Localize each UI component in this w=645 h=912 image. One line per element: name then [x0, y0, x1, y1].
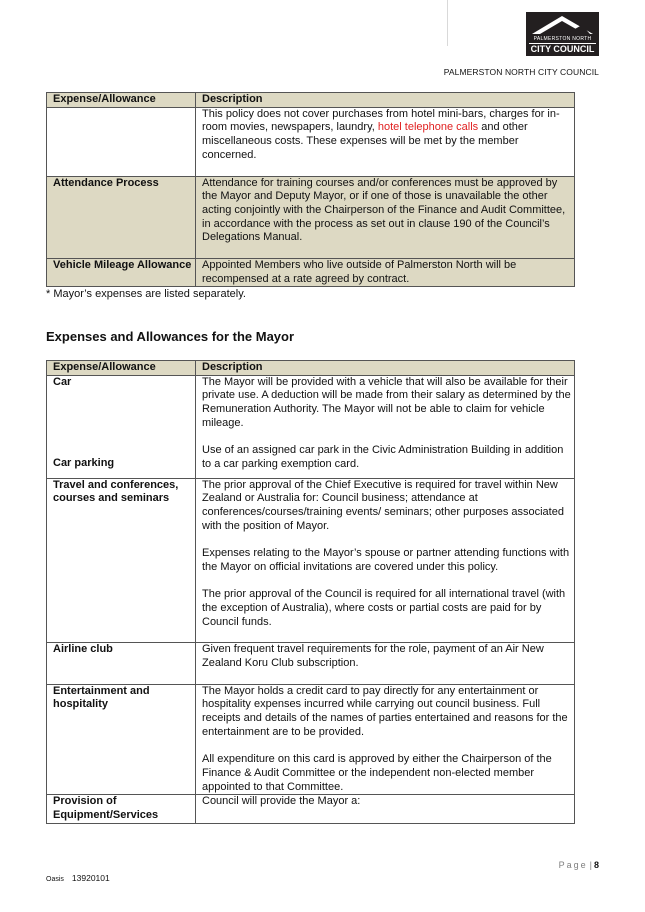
row-description: [196, 375, 575, 478]
highlighted-text: hotel telephone calls: [377, 121, 479, 134]
page-separator: |: [589, 860, 592, 870]
row-description: Council will provide the Mayor a:: [196, 795, 575, 823]
paragraph: All expenditure on this card is approved by either the Chairperson of the Finance & Audit Committee or the independent non-elected member appointed to that Committee.: [202, 753, 552, 793]
column-header-description: Description: [196, 93, 575, 108]
org-name: PALMERSTON NORTH CITY COUNCIL: [443, 67, 599, 77]
section-heading: Expenses and Allowances for the Mayor: [46, 329, 295, 344]
row-description: Given frequent travel requirements for the role, payment of an Air New Zealand Koru Club subscription.: [196, 643, 575, 684]
row-label: Provision of Equipment/Services: [47, 795, 196, 823]
table-header-row: [47, 361, 575, 376]
row-description: Appointed Members who live outside of Palmerston North will be recompensed at a rate agreed by contract.: [196, 259, 575, 287]
column-header-expense: Expense/Allowance: [47, 93, 196, 108]
paragraph: The Mayor holds a credit card to pay directly for any entertainment or hospitality expenses incurred while carrying out council business. Full receipts and details of the names of parties entertained and reasons for the entertainment are to be provided.: [202, 684, 568, 738]
paragraph: Use of an assigned car park in the Civic Administration Building in addition to a car parking exemption card.: [202, 444, 564, 470]
row-label: Travel and conferences, courses and seminars: [47, 478, 196, 643]
row-description: [196, 107, 575, 176]
table-row: [47, 478, 575, 643]
row-description: [196, 684, 575, 795]
label-car: Car: [53, 375, 72, 388]
row-description: [196, 478, 575, 643]
page-number-footer: [559, 860, 599, 870]
row-label: [47, 375, 196, 478]
row-label: Vehicle Mileage Allowance: [47, 259, 196, 287]
council-logo: [526, 12, 599, 56]
table-row: [47, 259, 575, 287]
row-label: Airline club: [47, 643, 196, 684]
logo-mark-icon: [526, 12, 599, 36]
footnote: * Mayor’s expenses are listed separately.: [46, 288, 246, 300]
table-row: [47, 795, 575, 823]
paragraph: The prior approval of the Council is required for all international travel (with the exception of Australia), where costs or partial costs are paid for by Council funds.: [202, 588, 566, 628]
text-segment: and other miscellaneous costs. These expenses will be met by the member concerned.: [202, 121, 528, 161]
table-row: [47, 107, 575, 176]
row-description: Attendance for training courses and/or conferences must be approved by the Mayor and Deputy Mayor, or if one of those is unavailable the other acting conjointly with the Chairperson of the Finance and Audit Committee, in accordance with the process as set out in clause 190 of the Council’s Delegations Manual.: [196, 176, 575, 259]
mayor-expenses-table: [46, 360, 575, 824]
table-row: [47, 643, 575, 684]
logo-small-text: PALMERSTON NORTH: [533, 36, 592, 42]
logo-big-text: CITY COUNCIL: [530, 44, 595, 54]
table-row: [47, 375, 575, 478]
row-label: Attendance Process: [47, 176, 196, 259]
policy-table: [46, 92, 575, 287]
label-car-parking: Car parking: [53, 457, 115, 470]
table-header-row: [47, 93, 575, 108]
row-label-empty: [47, 107, 196, 176]
document-reference: [46, 873, 110, 883]
paragraph: Expenses relating to the Mayor’s spouse or partner attending functions with the Mayor on official invitations are covered under this policy.: [202, 547, 570, 573]
text-segment: This policy does not cover purchases from hotel mini-bars, charges for in-room movies, newspapers, laundry,: [202, 107, 560, 134]
table-row: [47, 176, 575, 259]
page-word: Page: [558, 860, 588, 870]
doc-system: Oasis: [46, 876, 64, 883]
column-header-description: Description: [196, 361, 575, 376]
paragraph: The prior approval of the Chief Executive is required for travel within New Zealand or Australia for: Council business; attendance at conferences/courses/training events/ seminars; other purposes associated with the position of Mayor.: [202, 478, 564, 532]
table-row: [47, 684, 575, 795]
page-number: 8: [593, 860, 599, 870]
paragraph: The Mayor will be provided with a vehicle that will also be available for their private use. A deduction will be made from their salary as determined by the Remuneration Authority. The Mayor will not be able to claim for vehicle mileage.: [202, 375, 571, 429]
column-header-expense: Expense/Allowance: [47, 361, 196, 376]
row-label: Entertainment and hospitality: [47, 684, 196, 795]
header-divider: [447, 0, 448, 46]
doc-number: 13920101: [71, 873, 110, 883]
